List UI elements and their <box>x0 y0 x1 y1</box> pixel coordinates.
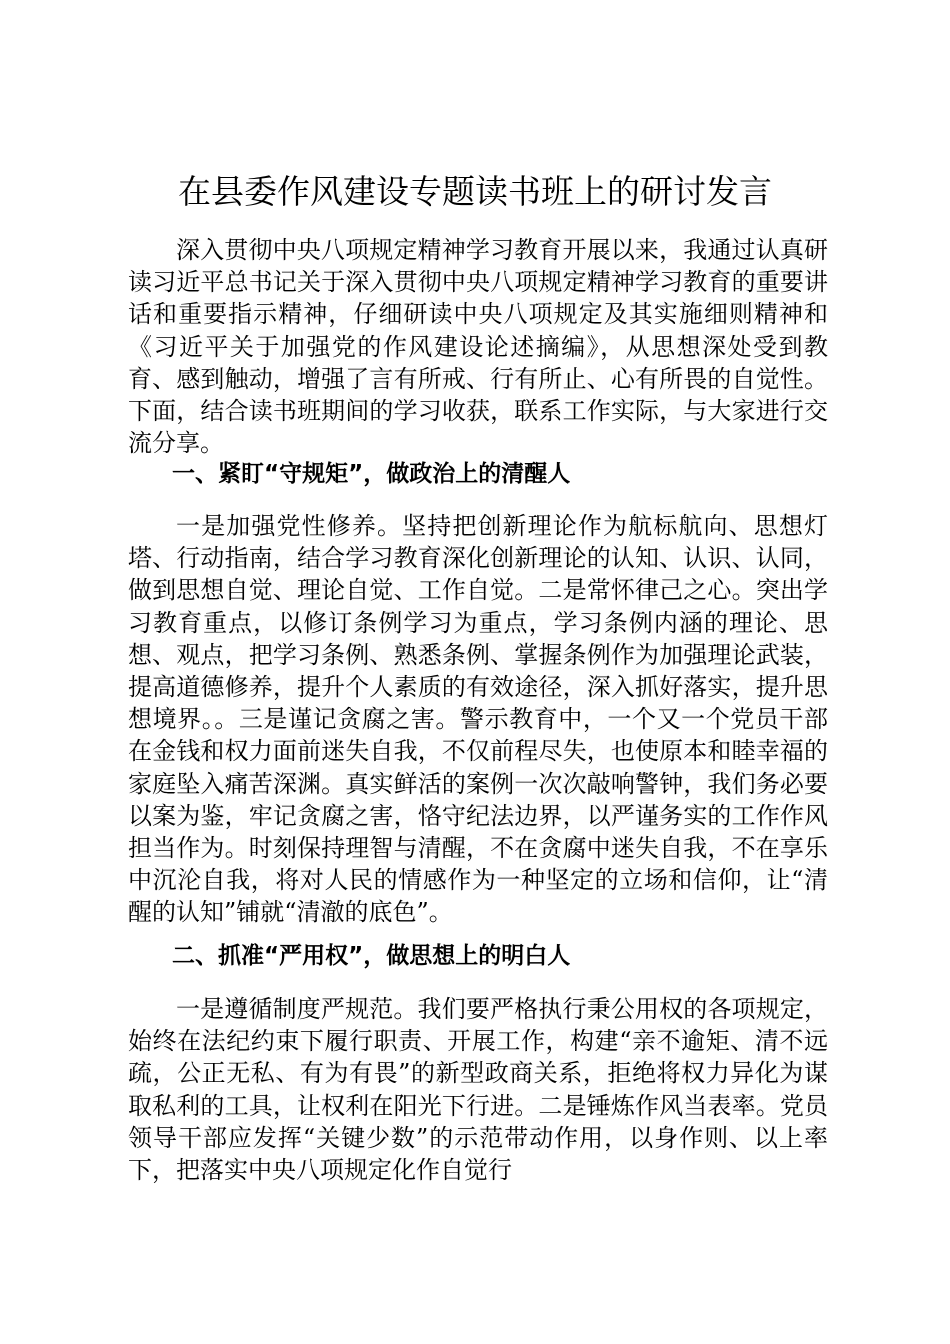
section-heading-one: 一、紧盯“守规矩”，做政治上的清醒人 <box>172 461 571 487</box>
intro-paragraph: 深入贯彻中央八项规定精神学习教育开展以来，我通过认真研读习近平总书记关于深入贯彻中央八项规定精神学习教育的重要讲话和重要指示精神，仔细研读中央八项规定及其实施细则精神和《习近平关于加强党的作风建设论述摘编》，从思想深处受到教育、感到触动，增强了言有所戒、行有所止、心有所畏的自觉性。下面，结合读书班期间的学习收获，联系工作实际，与大家进行交流分享。 <box>128 236 828 458</box>
section-body-two: 一是遵循制度严规范。我们要严格执行秉公用权的各项规定，始终在法纪约束下履行职责、开展工作，构建“亲不逾矩、清不远疏，公正无私、有为有畏”的新型政商关系，拒绝将权力异化为谋取私利的工具，让权利在阳光下行进。二是锤炼作风当表率。党员领导干部应发挥“关键少数”的示范带动作用，以身作则、以上率下，把落实中央八项规定化作自觉行 <box>128 995 828 1185</box>
document-title: 在县委作风建设专题读书班上的研讨发言 <box>178 172 772 211</box>
section-heading-two: 二、抓准“严用权”，做思想上的明白人 <box>172 943 571 969</box>
section-body-one: 一是加强党性修养。坚持把创新理论作为航标航向、思想灯塔、行动指南，结合学习教育深化创新理论的认知、认识、认同，做到思想自觉、理论自觉、工作自觉。二是常怀律己之心。突出学习教育重点，以修订条例学习为重点，学习条例内涵的理论、思想、观点，把学习条例、熟悉条例、掌握条例作为加强理论武装，提高道德修养，提升个人素质的有效途径，深入抓好落实，提升思想境界。。三是谨记贪腐之害。警示教育中，一个又一个党员干部在金钱和权力面前迷失自我，不仅前程尽失，也使原本和睦幸福的家庭坠入痛苦深渊。真实鲜活的案例一次次敲响警钟，我们务必要以案为鉴，牢记贪腐之害，恪守纪法边界，以严谨务实的工作作风担当作为。时刻保持理智与清醒，不在贪腐中迷失自我，不在享乐中沉沦自我，将对人民的情感作为一种坚定的立场和信仰，让“清醒的认知”铺就“清澈的底色”。 <box>128 512 828 927</box>
